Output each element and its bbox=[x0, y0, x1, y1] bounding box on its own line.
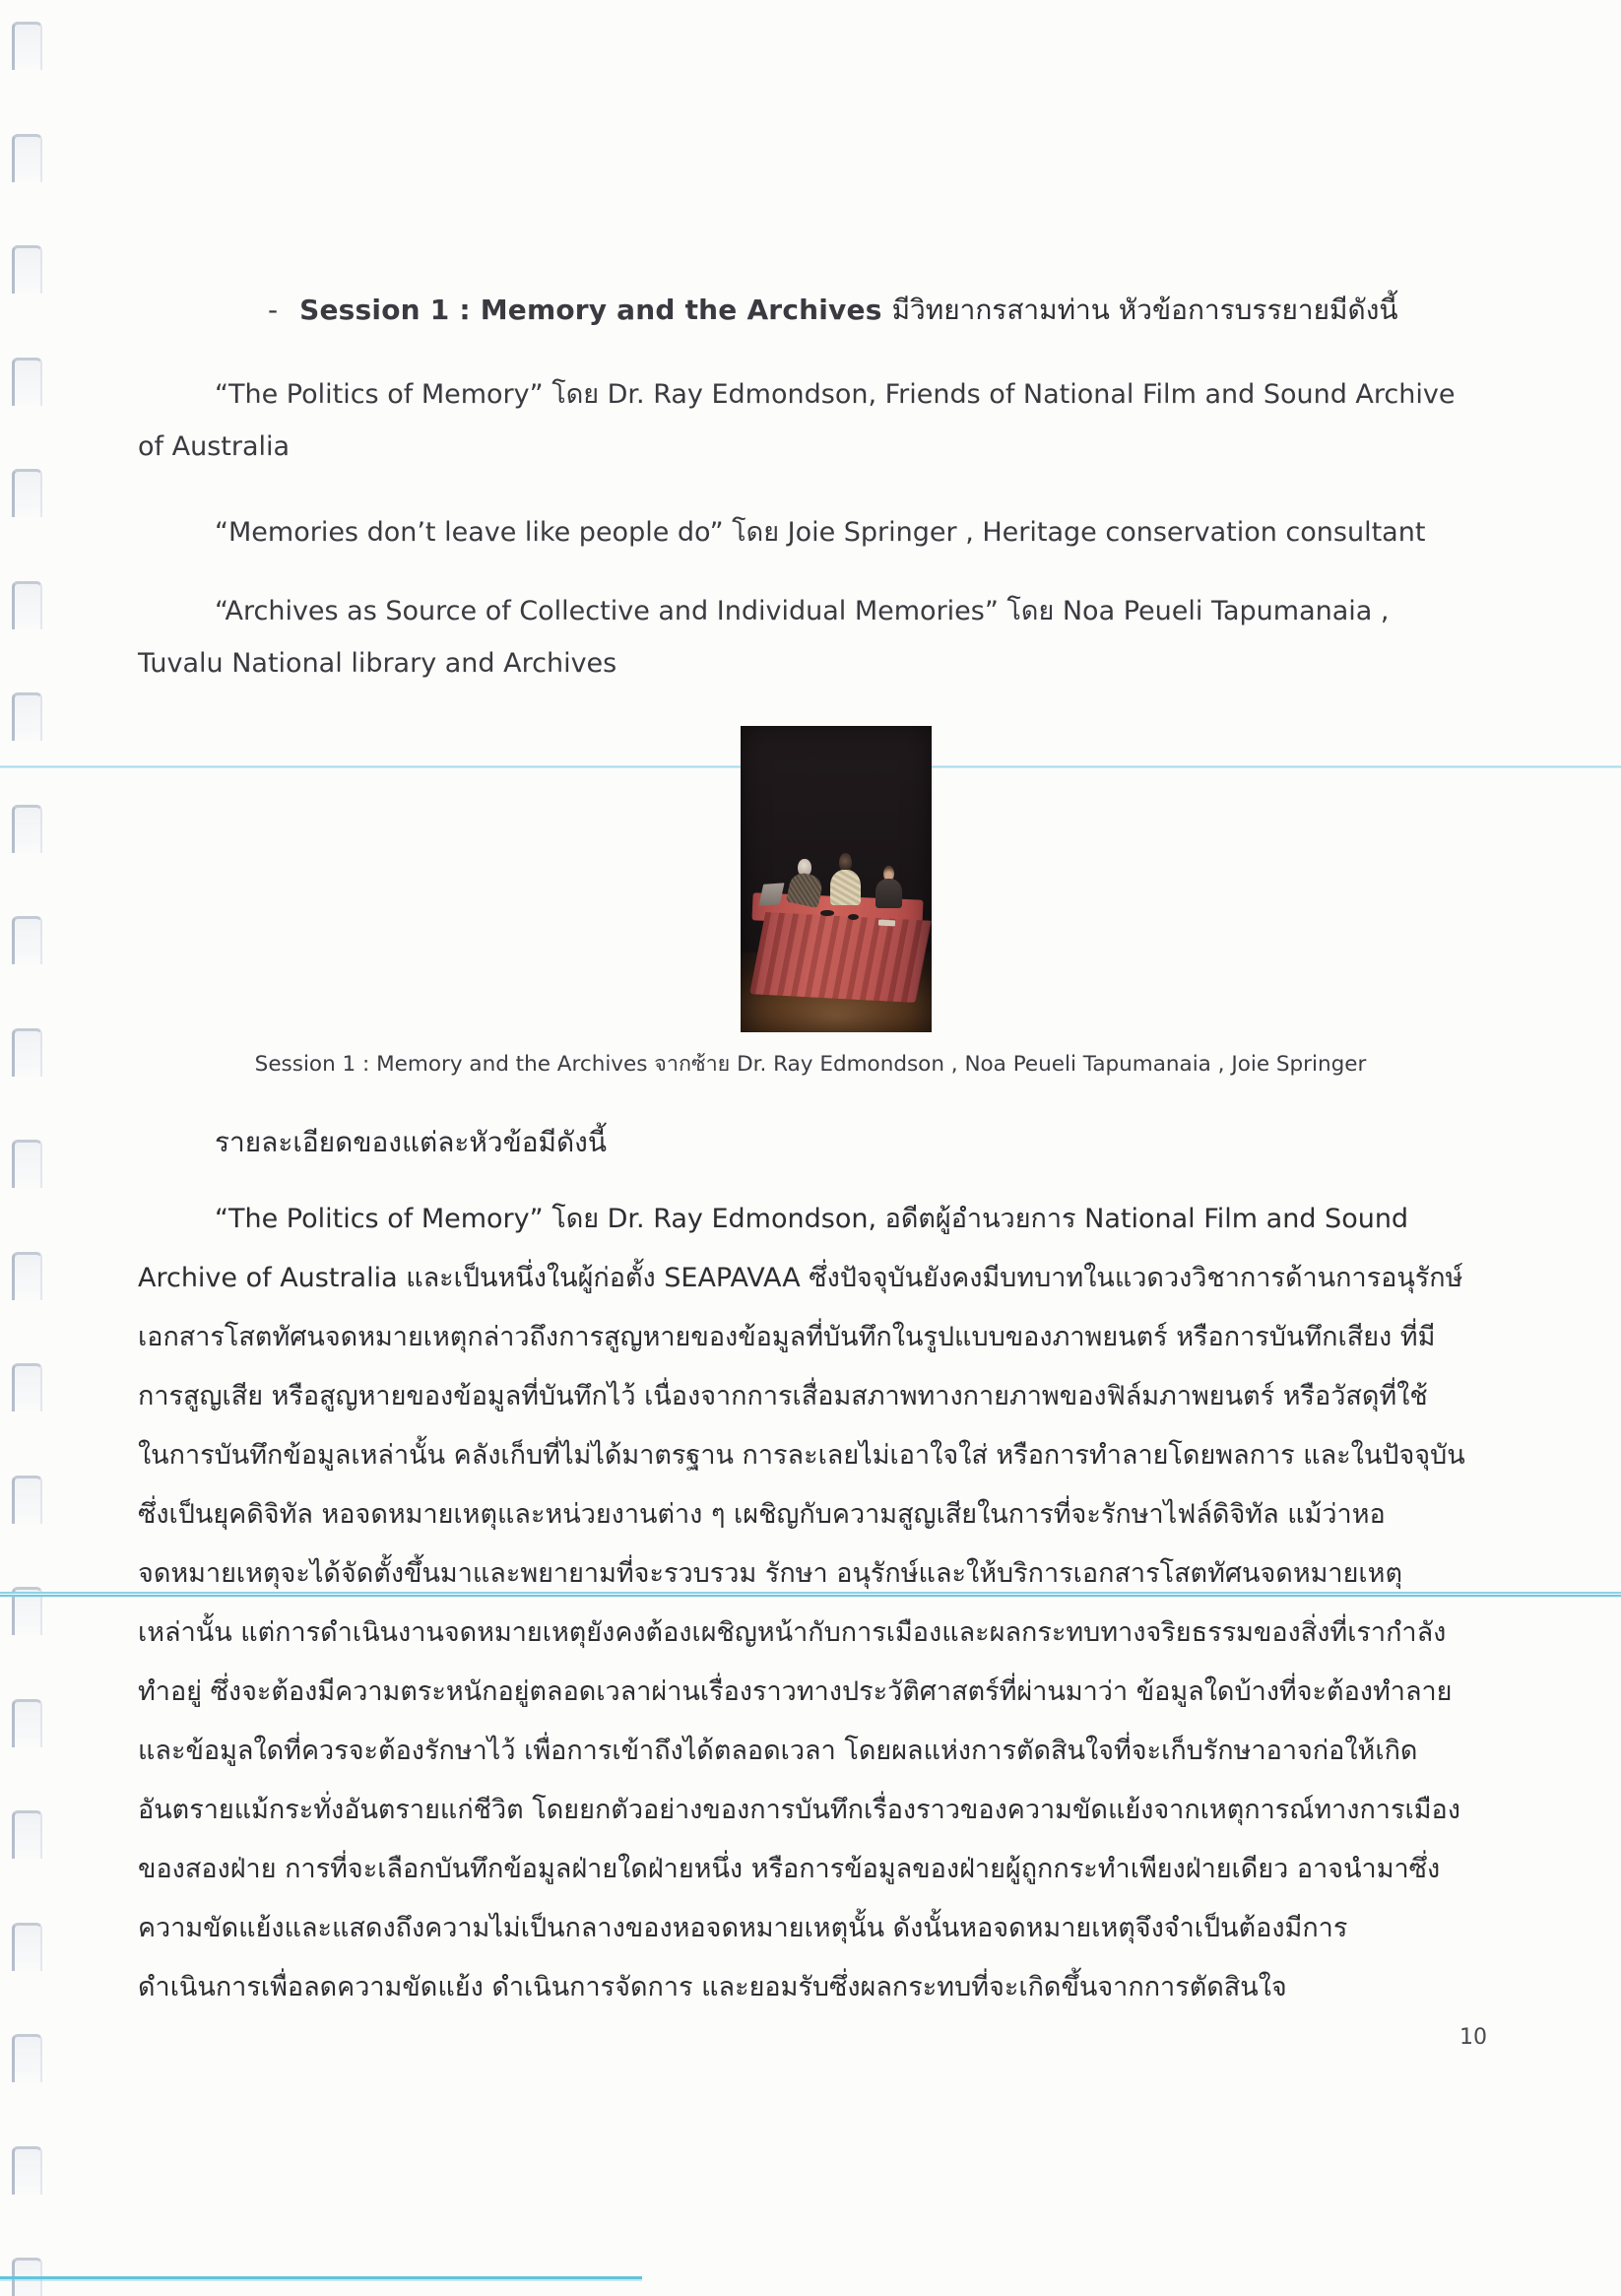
talk1-line2: of Australia bbox=[138, 431, 291, 462]
photo-caption: Session 1 : Memory and the Archives จากซ้าย Dr. Ray Edmondson , Noa Peueli Tapumanaia , Joie Springer bbox=[254, 1052, 1367, 1077]
photo-tablecloth bbox=[749, 912, 932, 1003]
photo-microphone bbox=[848, 914, 860, 920]
photo-panelist-left bbox=[789, 859, 821, 905]
binding-mark bbox=[12, 692, 42, 741]
details-intro: รายละเอียดของแต่ละหัวข้อมีดังนี้ bbox=[215, 1126, 607, 1158]
details-line: ของสองฝ่าย การที่จะเลือกบันทึกข้อมูลฝ่ายใดฝ่ายหนึ่ง หรือการข้อมูลของฝ่ายผู้ถูกกระทำเพียงฝ่ายเดียว อาจนำมาซึ่ง bbox=[138, 1854, 1441, 1884]
details-line: ดำเนินการเพื่อลดความขัดแย้ง ดำเนินการจัดการ และยอมรับซึ่งผลกระทบที่จะเกิดขึ้นจากการตัดสินใจ bbox=[138, 1972, 1287, 2002]
binding-mark bbox=[12, 1923, 42, 1971]
binding-mark bbox=[12, 1140, 42, 1188]
page-number: 10 bbox=[1459, 2025, 1487, 2050]
details-line: ในการบันทึกข้อมูลเหล่านั้น คลังเก็บที่ไม่ได้มาตรฐาน การละเลยไม่เอาใจใส่ หรือการทำลายโดยพลการ และในปัจจุบัน bbox=[138, 1440, 1465, 1471]
binding-mark bbox=[12, 1810, 42, 1859]
photo-microphone bbox=[820, 910, 834, 917]
photo-stage-floor bbox=[741, 952, 932, 1032]
session-photo bbox=[741, 726, 932, 1032]
photo-table-top bbox=[751, 892, 923, 927]
photo-papers bbox=[878, 920, 896, 926]
panelist-right-head bbox=[883, 866, 894, 883]
panelist-left-head bbox=[798, 859, 810, 877]
session-heading-thai: มีวิทยากรสามท่าน หัวข้อการบรรยายมีดังนี้ bbox=[891, 294, 1398, 326]
binding-mark bbox=[12, 245, 42, 294]
panelist-middle-head bbox=[839, 853, 851, 873]
talk3-line1: “Archives as Source of Collective and Individual Memories” โดย Noa Peueli Tapumanaia , bbox=[215, 596, 1390, 626]
binding-mark bbox=[12, 1363, 42, 1411]
binding-mark bbox=[12, 1699, 42, 1747]
binding-mark bbox=[12, 805, 42, 853]
binding-mark bbox=[12, 469, 42, 517]
binding-mark bbox=[12, 1476, 42, 1524]
details-line: เอกสารโสตทัศนจดหมายเหตุกล่าวถึงการสูญหายของข้อมูลที่บันทึกในรูปแบบของภาพยนตร์ หรือการบันทึกเสียง ที่มี bbox=[138, 1322, 1436, 1352]
binding-mark bbox=[12, 358, 42, 406]
binding-mark bbox=[12, 1252, 42, 1300]
talk1-line1: “The Politics of Memory” โดย Dr. Ray Edmondson, Friends of National Film and Sound Archive bbox=[215, 379, 1456, 410]
binding-mark bbox=[12, 916, 42, 964]
details-line: ทำอยู่ ซึ่งจะต้องมีความตระหนักอยู่ตลอดเวลาผ่านเรื่องราวทางประวัติศาสตร์ที่ผ่านมาว่า ข้อมูลใดบ้างที่จะต้องทำลาย bbox=[138, 1676, 1453, 1707]
details-line: Archive of Australia และเป็นหนึ่งในผู้ก่อตั้ง SEAPAVAA ซึ่งปัจจุบันยังคงมีบทบาทในแวดวงวิชาการด้านการอนุรักษ์ bbox=[138, 1263, 1463, 1293]
panelist-left-body bbox=[786, 871, 824, 908]
session-heading-title: Session 1 : Memory and the Archives bbox=[299, 294, 882, 326]
list-dash: - bbox=[268, 294, 279, 326]
binding-mark bbox=[12, 22, 42, 70]
binding-mark bbox=[12, 2034, 42, 2082]
details-line: ซึ่งเป็นยุคดิจิทัล หอจดหมายเหตุและหน่วยงานต่าง ๆ เผชิญกับความสูญเสียในการที่จะรักษาไฟล์ดิจิทัล แม้ว่าหอ bbox=[138, 1499, 1386, 1530]
details-line: ความขัดแย้งและแสดงถึงความไม่เป็นกลางของหอจดหมายเหตุนั้น ดังนั้นหอจดหมายเหตุจึงจำเป็นต้องมีการ bbox=[138, 1913, 1348, 1943]
details-line: การสูญเสีย หรือสูญหายของข้อมูลที่บันทึกไว้ เนื่องจากการเสื่อมสภาพทางกายภาพของฟิล์มภาพยนตร์ หรือวัสดุที่ใช้ bbox=[138, 1381, 1428, 1411]
binding-mark bbox=[12, 2146, 42, 2195]
session-heading bbox=[268, 289, 1398, 332]
binding-mark bbox=[12, 581, 42, 629]
photo-panelist-right bbox=[875, 866, 902, 909]
details-line: “The Politics of Memory” โดย Dr. Ray Edmondson, อดีตผู้อำนวยการ National Film and Sound bbox=[215, 1204, 1409, 1234]
binding-mark bbox=[12, 134, 42, 182]
details-line: เหล่านั้น แต่การดำเนินงานจดหมายเหตุยังคงต้องเผชิญหน้ากับการเมืองและผลกระทบทางจริยธรรมของสิ่งที่เรากำลัง bbox=[138, 1617, 1447, 1648]
panelist-middle-body bbox=[830, 870, 861, 905]
scan-artifact-line-bottom bbox=[0, 2276, 642, 2281]
panelist-right-body bbox=[875, 879, 902, 908]
photo-laptop bbox=[759, 883, 785, 905]
details-paragraph bbox=[138, 1194, 1546, 2021]
talk2-line1: “Memories don’t leave like people do” โดย Joie Springer , Heritage conservation consultant bbox=[215, 517, 1426, 548]
photo-panelist-middle bbox=[830, 853, 861, 905]
details-line: และข้อมูลใดที่ควรจะต้องรักษาไว้ เพื่อการเข้าถึงได้ตลอดเวลา โดยผลแห่งการตัดสินใจที่จะเก็บรักษาอาจก่อให้เกิด bbox=[138, 1736, 1418, 1766]
talk3-line2: Tuvalu National library and Archives bbox=[138, 648, 617, 679]
details-line: จดหมายเหตุจะได้จัดตั้งขึ้นมาและพยายามที่จะรวบรวม รักษา อนุรักษ์และให้บริการเอกสารโสตทัศนจดหมายเหตุ bbox=[138, 1558, 1402, 1589]
details-line: อันตรายแม้กระทั่งอันตรายแก่ชีวิต โดยยกตัวอย่างของการบันทึกเรื่องราวของความขัดแย้งจากเหตุการณ์ทางการเมือง bbox=[138, 1795, 1460, 1825]
